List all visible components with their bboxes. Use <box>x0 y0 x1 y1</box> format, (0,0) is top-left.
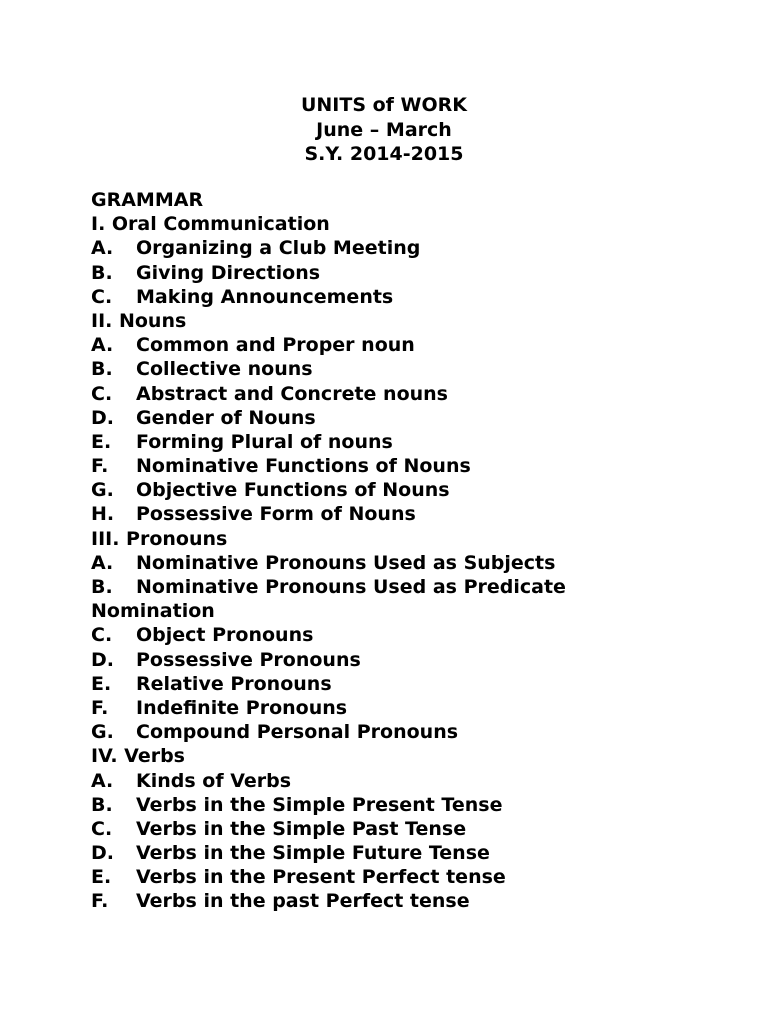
list-item <box>91 841 751 865</box>
list-item-text: Verbs in the Simple Past Tense <box>136 817 467 840</box>
list-item-letter: B. <box>91 358 113 381</box>
list-item <box>91 478 751 502</box>
list-item-text: Objective Functions of Nouns <box>136 479 450 502</box>
list-item <box>91 889 751 913</box>
list-item <box>91 575 751 599</box>
section-heading: II. Nouns <box>91 309 187 332</box>
list-item <box>91 696 751 720</box>
list-item <box>91 817 751 841</box>
section-heading: Nomination <box>91 600 215 623</box>
list-item-text: Possessive Form of Nouns <box>136 503 416 526</box>
list-item-text: Verbs in the Present Perfect tense <box>136 866 506 889</box>
list-item-text: Common and Proper noun <box>136 334 415 357</box>
list-item-letter: A. <box>91 551 114 574</box>
list-item <box>91 261 751 285</box>
list-item-letter: D. <box>91 648 114 671</box>
list-item-letter: D. <box>91 842 114 865</box>
list-item-letter: G. <box>91 479 114 502</box>
list-item <box>91 382 751 406</box>
list-item-letter: B. <box>91 576 113 598</box>
list-item-letter: B. <box>91 261 113 284</box>
list-item <box>91 769 751 793</box>
list-item-letter: A. <box>91 334 114 357</box>
list-item-letter: A. <box>91 237 114 260</box>
list-item <box>91 454 751 478</box>
document-title: UNITS of WORK <box>300 94 468 116</box>
list-item <box>91 865 751 889</box>
list-item-text: Relative Pronouns <box>136 672 332 695</box>
list-item <box>91 551 751 575</box>
section-heading: IV. Verbs <box>91 745 185 768</box>
list-item-text: Nominative Functions of Nouns <box>136 455 471 478</box>
list-item-letter: H. <box>91 503 115 526</box>
list-item-text: Organizing a Club Meeting <box>136 237 421 260</box>
list-item-text: Possessive Pronouns <box>136 648 361 671</box>
list-item <box>91 648 751 672</box>
list-item-letter: D. <box>91 406 114 429</box>
list-item-text: Nominative Pronouns Used as Subjects <box>136 551 556 574</box>
list-item <box>91 357 751 381</box>
document-period: June – March <box>316 118 452 141</box>
list-item <box>91 672 751 696</box>
list-item-letter: E. <box>91 672 112 695</box>
list-item <box>91 406 751 430</box>
list-item-text: Indefinite Pronouns <box>136 696 348 719</box>
list-item-letter: C. <box>91 382 113 405</box>
list-item-letter: F. <box>91 455 109 478</box>
document-school-year: S.Y. 2014-2015 <box>304 143 464 165</box>
list-item <box>91 502 751 526</box>
list-item-letter: E. <box>91 430 112 453</box>
list-item-text: Giving Directions <box>136 261 321 284</box>
list-item <box>91 720 751 744</box>
list-item <box>91 793 751 817</box>
document-header <box>0 93 768 167</box>
list-item-letter: F. <box>91 890 109 913</box>
list-item <box>91 285 751 309</box>
list-item <box>91 623 751 647</box>
list-item-letter: C. <box>91 817 113 840</box>
list-item-letter: B. <box>91 793 113 816</box>
list-item-text: Abstract and Concrete nouns <box>136 382 448 405</box>
list-item-letter: C. <box>91 285 113 308</box>
list-item-text: Gender of Nouns <box>136 406 316 429</box>
list-item-text: Forming Plural of nouns <box>136 430 393 453</box>
list-item <box>91 236 751 260</box>
list-item-text: Verbs in the Simple Future Tense <box>136 842 490 865</box>
section-heading: III. Pronouns <box>91 527 228 550</box>
list-item-text: Verbs in the Simple Present Tense <box>136 793 503 816</box>
list-item-text: Kinds of Verbs <box>136 769 292 792</box>
list-item-text: Collective nouns <box>136 358 313 381</box>
list-item-text: Verbs in the past Perfect tense <box>136 890 470 913</box>
list-item-letter: G. <box>91 721 114 744</box>
list-item <box>91 333 751 357</box>
list-item-letter: F. <box>91 696 109 719</box>
section-heading: I. Oral Communication <box>91 213 330 236</box>
section-heading: GRAMMAR <box>91 189 204 211</box>
list-item-text: Compound Personal Pronouns <box>136 721 459 744</box>
list-item-letter: A. <box>91 769 114 792</box>
list-item-letter: C. <box>91 624 113 647</box>
list-item-letter: E. <box>91 866 112 889</box>
list-item-text: Making Announcements <box>136 285 394 308</box>
list-item-text: Object Pronouns <box>136 624 314 647</box>
list-item <box>91 430 751 454</box>
units-list <box>91 188 751 914</box>
list-item-text: Nominative Pronouns Used as Predicate <box>136 576 566 598</box>
